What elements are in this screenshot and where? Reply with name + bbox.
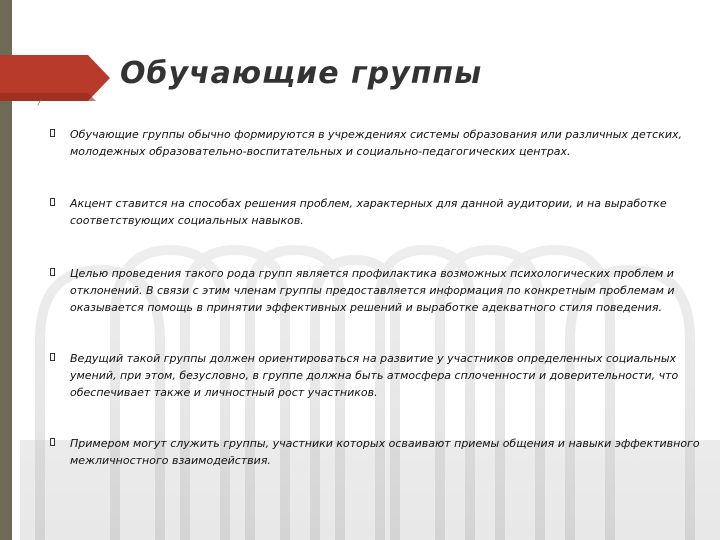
bullet-marker-icon	[50, 353, 55, 361]
bullet-marker-icon	[50, 438, 55, 446]
bullet-list	[50, 126, 702, 469]
page-title: Обучающие группы	[120, 56, 483, 91]
bullet-marker-icon	[50, 268, 55, 276]
list-item	[50, 350, 702, 401]
bullet-text: Ведущий такой группы должен ориентироваться на развитие у участников определенных социальных умений, при этом, безусловно, в группе должна быть атмосфера сплоченности и доверительности, что обеспечивает также и личностный рост участников.	[70, 352, 679, 399]
list-item	[50, 195, 702, 229]
small-mark: /	[38, 98, 41, 107]
bullet-text: Примером могут служить группы, участники которых осваивают приемы общения и навыки эффективного межличностного взаимодействия.	[70, 437, 700, 467]
bullet-text: Обучающие группы обычно формируются в учреждениях системы образования или различных детских, молодежных образовательно-воспитательных и социально-педагогических центрах.	[70, 128, 683, 158]
bullet-marker-icon	[50, 198, 55, 206]
title-red-flag-shape	[0, 55, 110, 101]
bullet-marker-icon	[50, 129, 55, 137]
bullet-text: Целью проведения такого рода групп является профилактика возможных психологических проблем и отклонений. В связи с этим членам группы предоставляется информация по конкретным проблемам и оказывается помощь в принятии эффективных решений и выработке адекватного стиля поведения.	[70, 267, 675, 314]
bullet-text: Акцент ставится на способах решения проблем, характерных для данной аудитории, и на выработке соответствующих социальных навыков.	[70, 197, 667, 227]
list-item	[50, 265, 702, 316]
list-item	[50, 435, 702, 469]
list-item	[50, 126, 702, 160]
